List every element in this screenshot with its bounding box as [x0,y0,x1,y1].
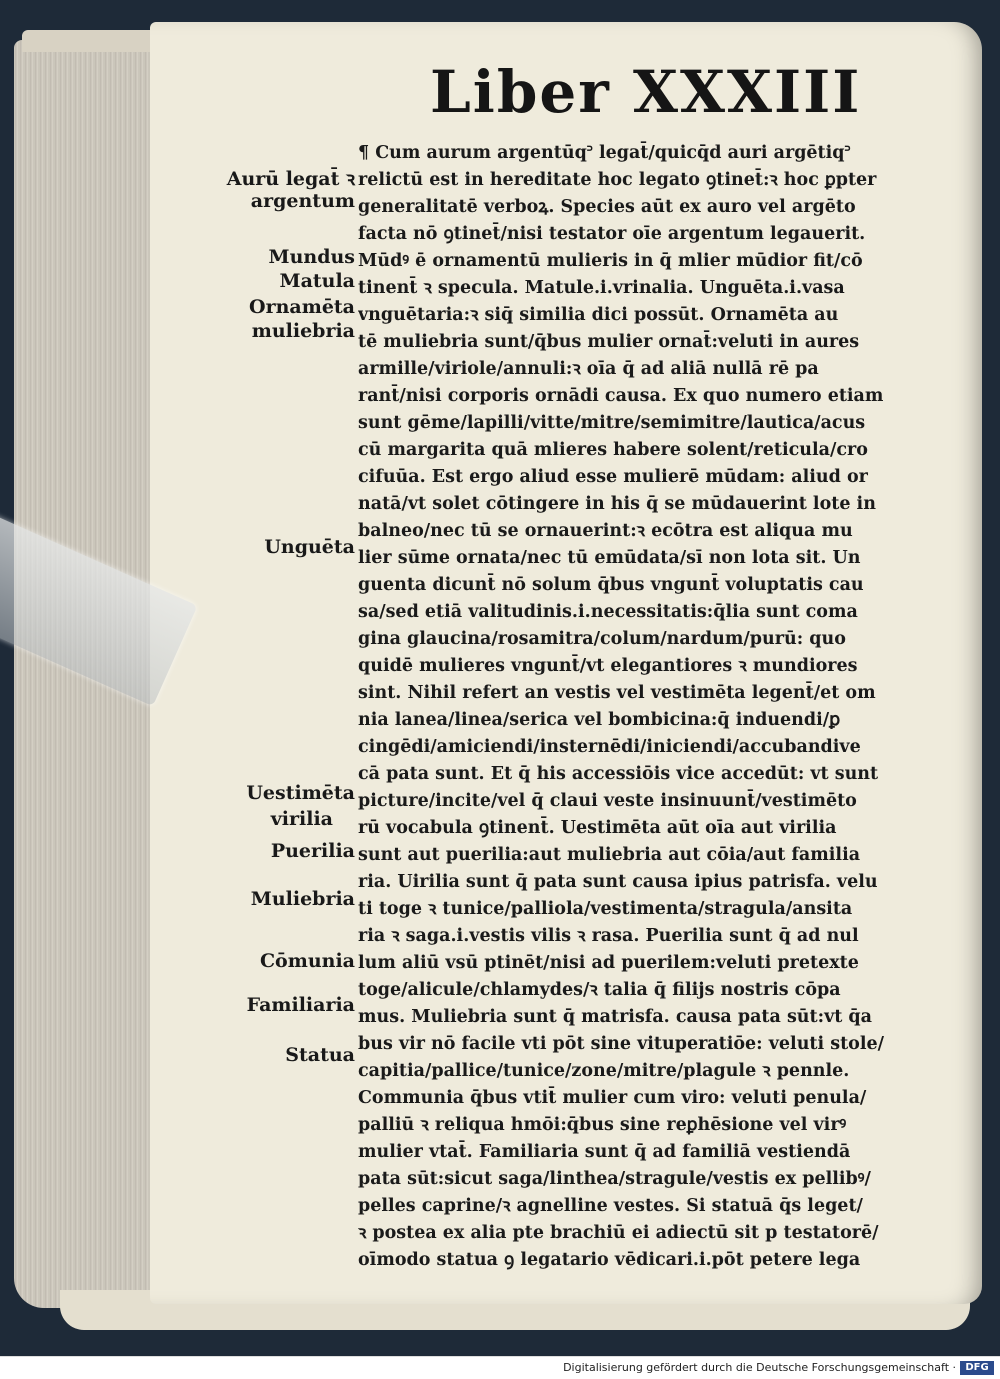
footer-bar [0,1356,1000,1379]
text-line: sint. Nihil refert an vestis vel vestimēta legent̄/et om [358,683,876,703]
marginal-note: Uestimēta [246,782,355,804]
text-line: ria. Uirilia sunt q̄ pata sunt causa ipius patrisfa. velu [358,872,878,892]
text-line: mulier vtat̄. Familiaria sunt q̄ ad familiā vestiendā [358,1142,851,1162]
text-line: Communia q̄bus vtit̄ mulier cum viro: veluti penula/ [358,1088,867,1108]
marginal-note: Statua [285,1044,355,1066]
text-line: gina glaucina/rosamitra/colum/nardum/purū: quo [358,629,846,649]
marginal-note: Muliebria [250,888,355,910]
text-line: mus. Muliebria sunt q̄ matrisfa. causa pata sūt:vt q̄a [358,1007,872,1027]
text-line: tinent̄ ꝛ specula. Matule.i.vrinalia. Unguēta.i.vasa [358,278,845,298]
text-line: ti toge ꝛ tunice/palliola/vestimenta/stragula/ansita [358,899,853,919]
book-top-edge [22,30,167,52]
marginal-note: muliebria [251,320,355,342]
text-line: rū vocabula ꝯtinent̄. Uestimēta aūt oīa aut virilia [358,818,837,838]
text-line: oīmodo statua ꝯ legatario vēdicari.i.pōt petere lega [358,1250,861,1270]
text-line: rant̄/nisi corporis ornādi causa. Ex quo numero etiam [358,386,884,406]
text-line: lier sūme ornata/nec tū emūdata/sī non lota sit. Un [358,548,861,568]
text-line: toge/alicule/chlamydes/ꝛ talia q̄ filijs nostris cōpa [358,980,841,1000]
marginal-note: Cōmunia [259,950,355,972]
text-line: lum aliū vsū ptinēt/nisi ad puerilem:veluti pretexte [358,953,859,973]
marginal-note: Aurū legat̄ ꝛ [226,168,355,190]
text-line: ¶ Cum aurum argentūq꜄ legat̄/quicq̄d auri argētiq꜄ [358,143,851,163]
text-line: cifuūa. Est ergo aliud esse mulierē mūdam: aliud or [358,467,868,487]
text-line: balneo/nec tū se ornauerint:ꝛ ecōtra est aliqua mu [358,521,853,541]
text-line: pata sūt:sicut saga/linthea/stragule/vestis ex pellibꝰ/ [358,1169,871,1189]
text-line: vnguētaria:ꝛ siq̄ similia dici possūt. Ornamēta au [358,305,839,325]
text-line: sa/sed etiā valitudinis.i.necessitatis:q̄lia sunt coma [358,602,858,622]
text-line: armille/viriole/annuli:ꝛ oīa q̄ ad aliā nullā rē pa [358,359,819,379]
dfg-logo: DFG [960,1361,994,1375]
text-line: nia lanea/linea/serica vel bombicina:q̄ induendi/ꝑ [358,710,841,730]
page-title: Liber XXXIII [430,58,862,126]
text-line: cā pata sunt. Et q̄ his accessiōis vice accedūt: vt sunt [358,764,879,784]
marginal-note: Ornamēta [249,296,355,318]
text-line: natā/vt solet cōtingere in his q̄ se mūdauerint lote in [358,494,876,514]
text-line: facta nō ꝯtinet̄/nisi testator oīe argentum legauerit. [358,224,866,244]
marginal-note: Mundus [268,246,355,268]
marginal-note: Familiaria [246,994,355,1016]
text-line: ria ꝛ saga.i.vestis vilis ꝛ rasa. Puerilia sunt q̄ ad nul [358,926,859,946]
text-line: guenta dicunt̄ nō solum q̄bus vngunt̄ voluptatis cau [358,575,864,595]
marginal-note: Matula [279,270,355,292]
marginal-note: argentum [250,190,355,212]
text-line: tē muliebria sunt/q̄bus mulier ornat̄:veluti in aures [358,332,860,352]
funding-credit: Digitalisierung gefördert durch die Deutsche Forschungsgemeinschaft · [563,1361,956,1374]
text-line: palliū ꝛ reliqua hmōi:q̄bus sine reꝑhēsione vel virꝰ [358,1115,847,1135]
text-line: cingēdi/amiciendi/insternēdi/iniciendi/accubandive [358,737,861,757]
text-line: pelles caprine/ꝛ agnelline vestes. Si statuā q̄s leget/ [358,1196,863,1216]
marginal-note: virilia [270,808,333,830]
text-line: picture/incite/vel q̄ claui veste insinuunt̄/vestimēto [358,791,857,811]
text-line: bus vir nō facile vti pōt sine vituperatiōe: veluti stole/ [358,1034,885,1054]
marginal-notes [215,0,355,1100]
marginal-note: Puerilia [270,840,355,862]
text-line: quidē mulieres vngunt̄/vt elegantiores ꝛ mundiores [358,656,858,676]
text-line: ꝛ postea ex alia pte brachiū ei adiectū sit p testatorē/ [358,1223,879,1243]
text-line: relictū est in hereditate hoc legato ꝯtinet̄:ꝛ hoc ꝑpter [358,170,877,190]
text-line: sunt aut puerilia:aut muliebria aut cōia/aut familia [358,845,861,865]
main-text-block [358,140,906,1274]
marginal-note: Unguēta [264,536,355,558]
text-line: generalitatē verboꝝ. Species aūt ex auro vel argēto [358,197,856,217]
text-line: sunt gēme/lapilli/vitte/mitre/semimitre/lautica/acus [358,413,866,433]
text-line: Mūdꝰ ē ornamentū mulieris in q̄ mlier mūdior fit/cō [358,251,863,271]
text-line: capitia/pallice/tunice/zone/mitre/plagule ꝛ pennle. [358,1061,850,1081]
text-line: cū margarita quā mlieres habere solent/reticula/cro [358,440,868,460]
